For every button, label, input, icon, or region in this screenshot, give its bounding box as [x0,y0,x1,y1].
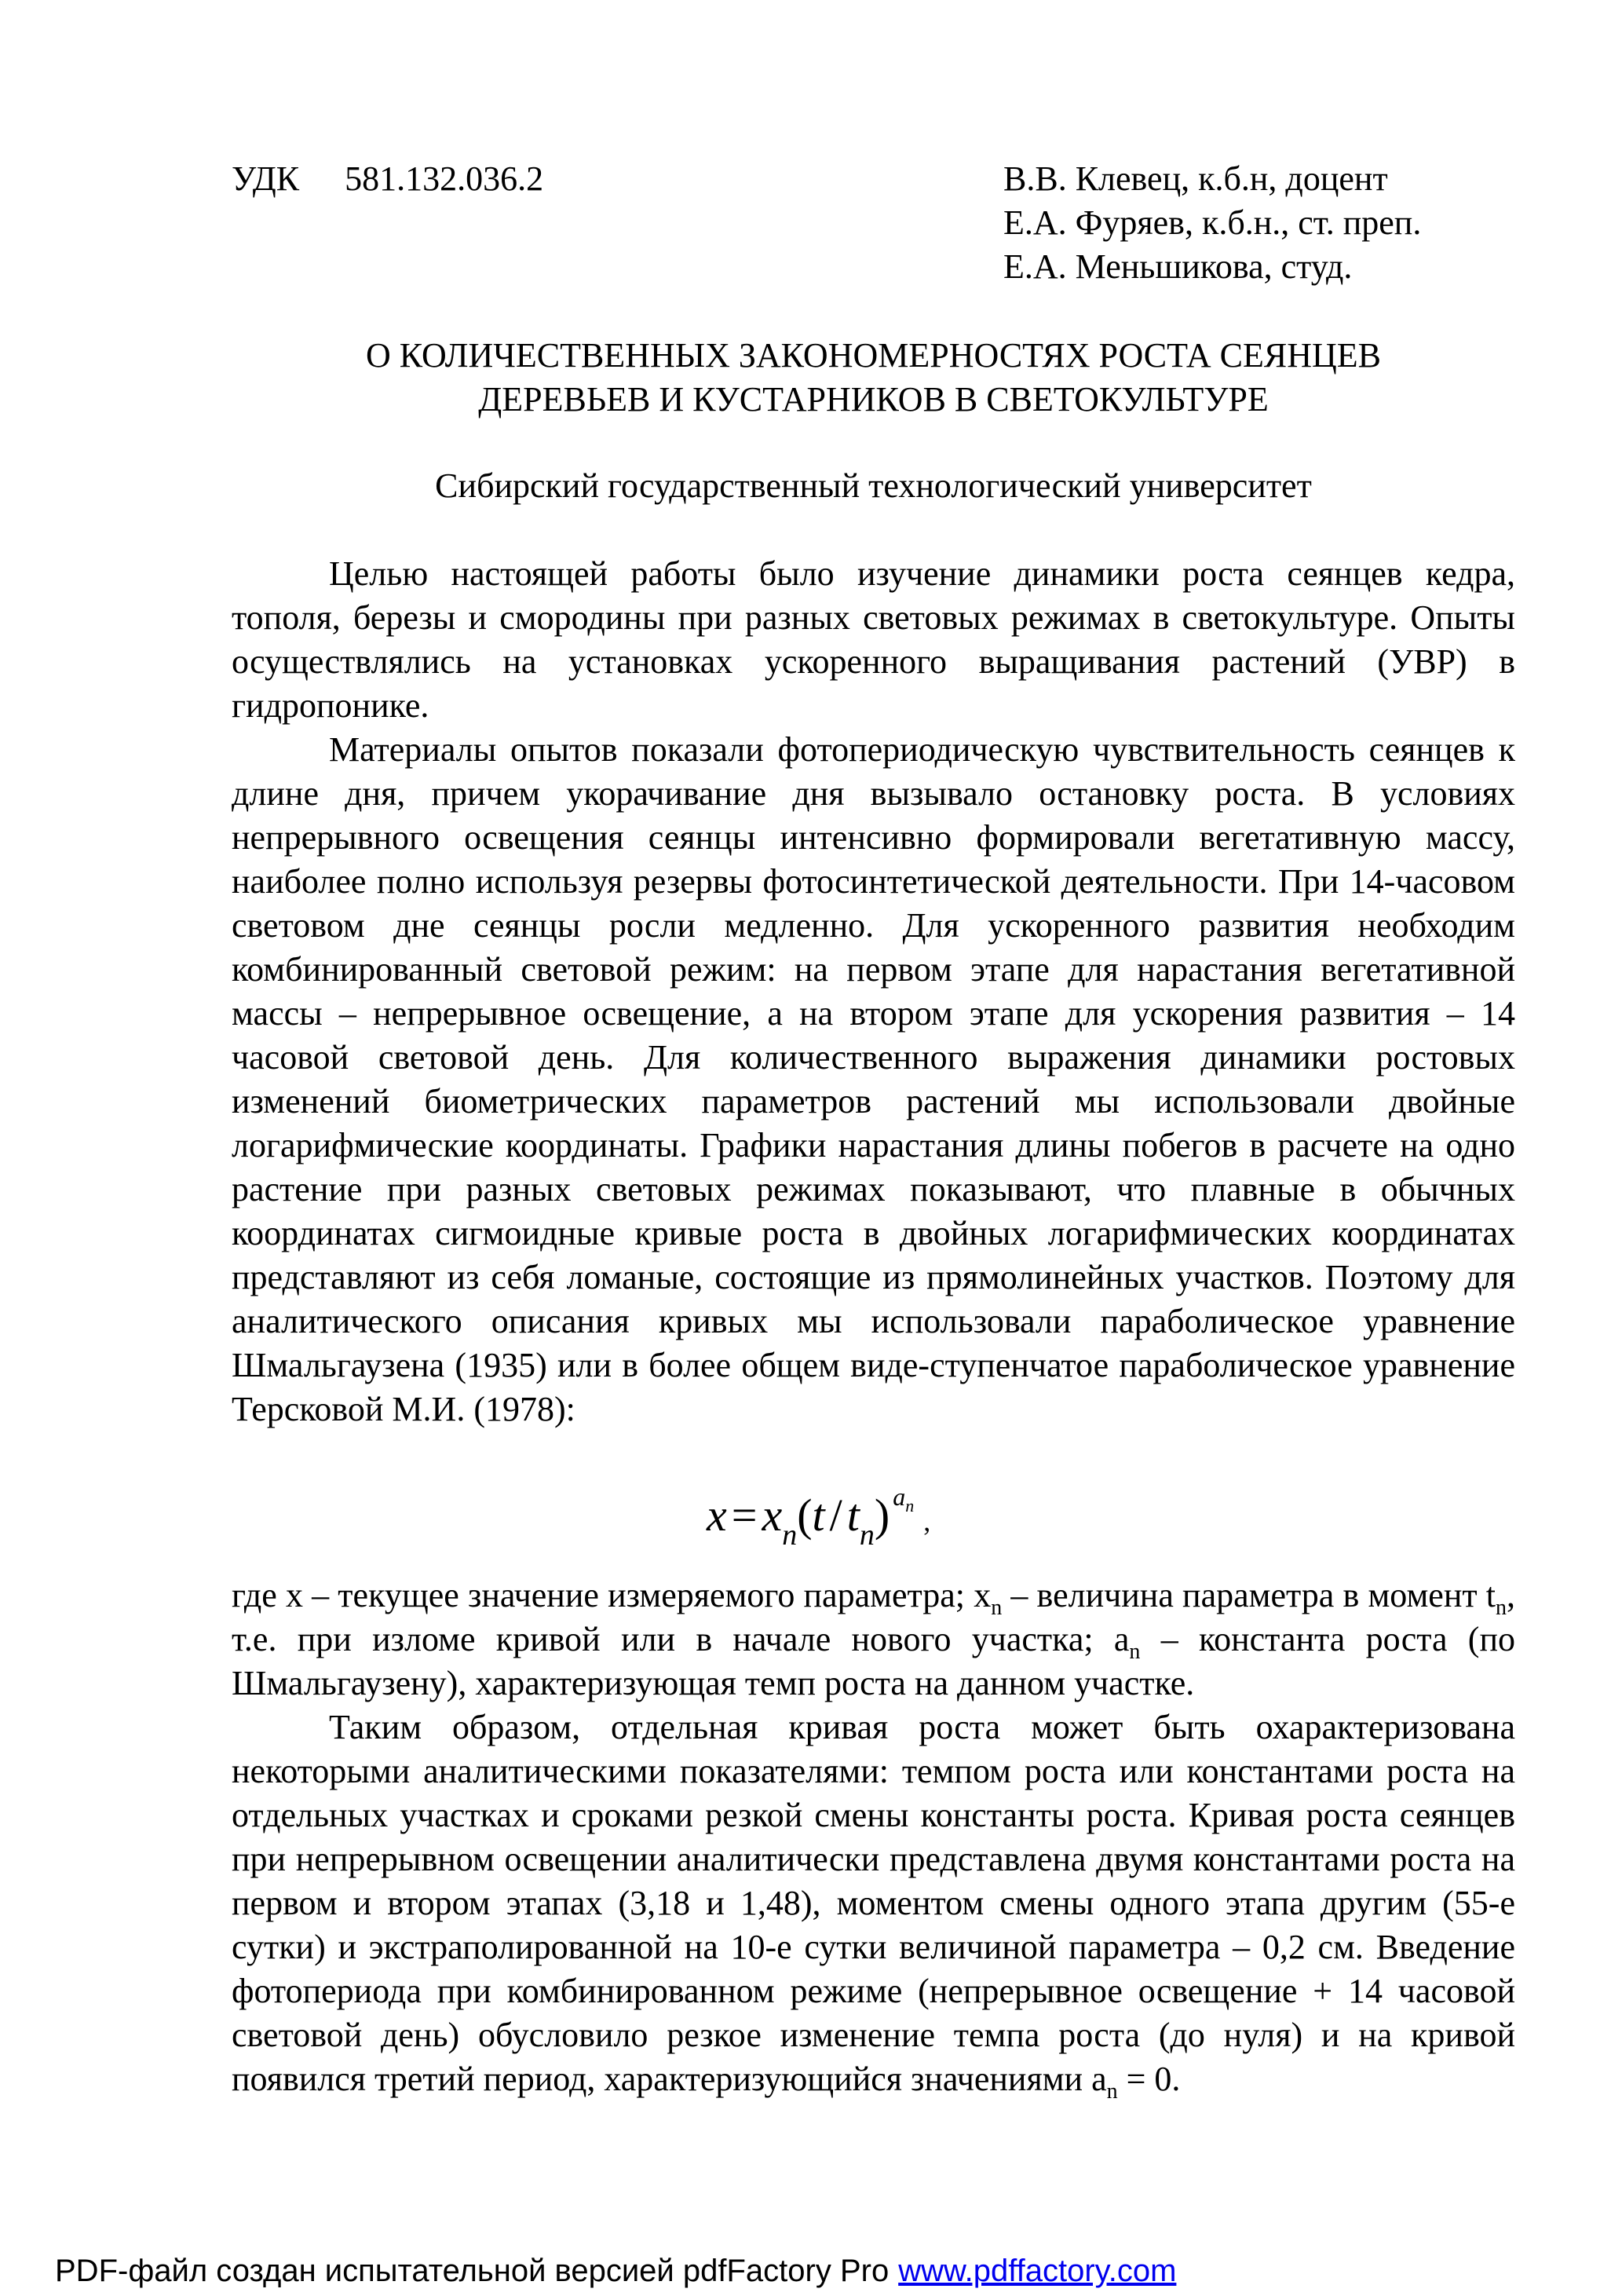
author-1: В.В. Клевец, к.б.н, доцент [1003,159,1388,198]
body-text-upper [232,552,1515,1431]
footer-text: PDF-файл создан испытательной версией pdfFactory Pro [55,2254,890,2288]
paragraph-2: Материалы опытов показали фотопериодическую чувствительность сеянцев к длине дня, причем укорачивание дня вызывало остановку роста. В условиях непрерывного освещения сеянцы интенсивно формировали вегетативную массу, наиболее полно используя резервы фотосинтетической деятельности. При 14-часовом световом дне сеянцы росли медленно. Для ускоренного развития необходим комбинированный световой режим: на первом этапе для нарастания вегетативной массы – непрерывное освещение, а на втором этапе для ускорения развития – 14 часовой световой день. Для количественного выражения динамики ростовых изменений биометрических параметров растений мы использовали двойные логарифмические координаты. Графики нарастания длины побегов в расчете на одно растение при разных световых режимах показывают, что плавные в обычных координатах сигмоидные кривые роста в двойных логарифмических координатах представляют из себя ломаные, состоящие из прямолинейных участков. Поэтому для аналитического описания кривых мы использовали параболическое уравнение Шмальгаузена (1935) или в более общем виде-ступенчатое параболическое уравнение Терсковой М.И. (1978): [232,730,1515,1428]
author-3: Е.А. Меньшикова, студ. [1003,247,1353,286]
formula-exponent: an [893,1483,915,1515]
body-text-lower [232,1574,1516,2104]
pdf-footer [55,2252,1176,2290]
authors-block [1003,157,1421,289]
paper-title [232,334,1515,422]
udk-line [232,157,543,201]
growth-formula: $x = x_n(t / t_n)$ $^{a_n}$ , [707,1483,931,1552]
affiliation: Сибирский государственный технологический университет [435,466,1312,505]
paragraph-1: Целью настоящей работы было изучение динамики роста сеянцев кедра, тополя, березы и смородины при разных световых режимах в светокультуре. Опыты осуществлялись на установках ускоренного выращивания растений (УВР) в гидропонике. [232,554,1515,725]
title-line-2: ДЕРЕВЬЕВ И КУСТАРНИКОВ В СВЕТОКУЛЬТУРЕ [478,380,1269,419]
udk-code: 581.132.036.2 [345,159,544,198]
footer-link[interactable]: www.pdffactory.com [898,2254,1177,2288]
paragraph-3: где x – текущее значение измеряемого параметра; $x_n$ – величина параметра в момент $t_n$, т.е. при изломе кривой или в начале нового участка; $a_n$ – константа роста (по Шмальгаузену), характеризующая темп роста на данном участке. [232,1576,1516,1702]
paragraph-4: Таким образом, отдельная кривая роста может быть охарактеризована некоторыми аналитическими показателями: темпом роста или константами роста на отдельных участках и сроками резкой смены константы роста. Кривая роста сеянцев при непрерывном освещении аналитически представлена двумя константами роста на первом и втором этапах (3,18 и 1,48), моментом смены одного этапа другим (55-е сутки) и экстраполированной на 10-е сутки величиной параметра – 0,2 см. Введение фотопериода при комбинированном режиме (непрерывное освещение + 14 часовой световой день) обусловило резкое изменение темпа роста (до нуля) и на кривой появился третий период, характеризующийся значениями $a_n = 0$. [232,1708,1515,2104]
title-line-1: О КОЛИЧЕСТВЕННЫХ ЗАКОНОМЕРНОСТЯХ РОСТА СЕЯНЦЕВ [366,336,1381,375]
udk-label: УДК [232,159,300,198]
author-2: Е.А. Фуряев, к.б.н., ст. преп. [1003,203,1422,242]
